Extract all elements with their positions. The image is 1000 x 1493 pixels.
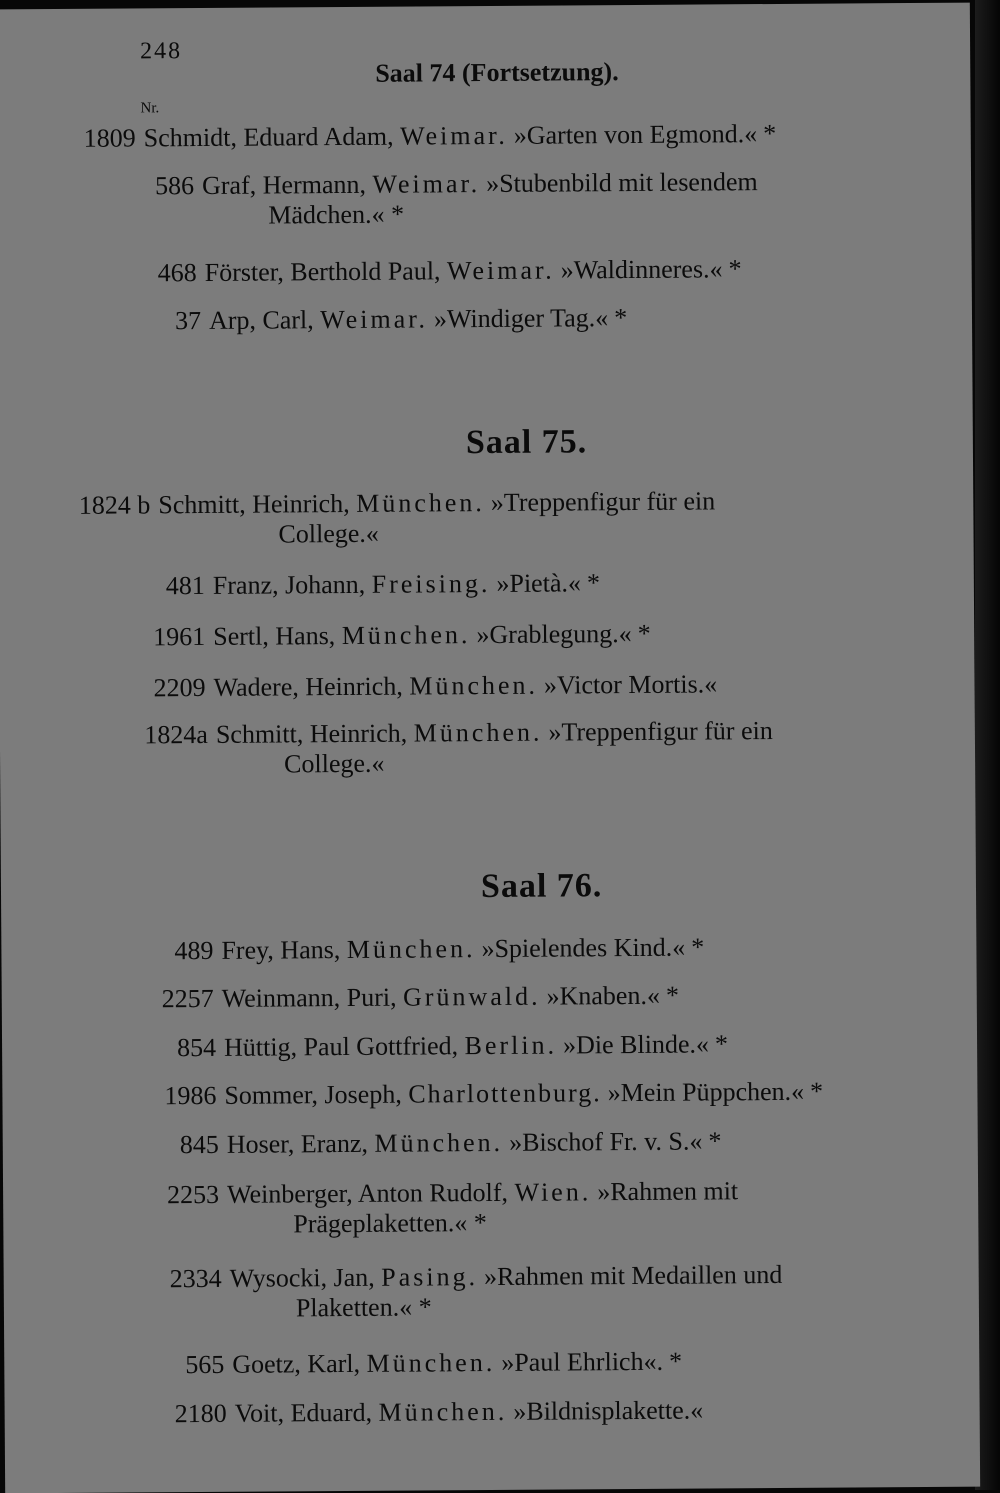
entry-number: 2180 — [174, 1398, 227, 1429]
artist-place: Wien. — [514, 1177, 592, 1207]
star-mark: * — [637, 618, 651, 648]
artist-place: Berlin. — [464, 1030, 558, 1061]
artist-name: Schmitt, Heinrich, — [215, 718, 408, 749]
artist-place: Weimar. — [446, 255, 555, 286]
artist-name: Franz, Johann, — [212, 569, 366, 600]
catalog-entry — [58, 119, 777, 154]
work-title: »Pietà.« — [496, 568, 582, 598]
work-title: »Treppenfigur für ein — [548, 716, 773, 747]
star-mark: * — [708, 1126, 722, 1156]
work-title: »Bischof Fr. v. S.« — [509, 1126, 703, 1157]
artist-place: München. — [356, 488, 485, 518]
artist-place: München. — [409, 670, 539, 701]
work-title: »Knaben.« — [546, 980, 661, 1011]
work-title: »Mein Püppchen.« — [607, 1076, 805, 1108]
catalog-entry — [138, 1029, 728, 1063]
star-mark: * — [668, 1346, 683, 1376]
artist-place: München. — [346, 934, 476, 964]
artist-name: Wadere, Heinrich, — [213, 671, 403, 702]
work-title: »Grablegung.« — [476, 618, 632, 650]
work-title: »Garten von Egmond.« — [513, 119, 758, 150]
catalog-entry — [127, 619, 651, 653]
entry-number: 481 — [165, 570, 205, 601]
artist-name: Sommer, Joseph, — [224, 1079, 402, 1110]
star-mark: * — [810, 1076, 824, 1106]
artist-name: Graf, Hermann, — [201, 169, 367, 200]
entry-number: 489 — [174, 935, 214, 966]
artist-name: Voit, Eduard, — [234, 1397, 373, 1428]
artist-place: München. — [341, 620, 471, 651]
star-mark: * — [763, 118, 777, 149]
catalog-page — [0, 3, 980, 1493]
catalog-entry — [144, 1260, 783, 1324]
artist-place: München. — [378, 1396, 508, 1427]
artist-place: München. — [374, 1127, 504, 1158]
artist-place: Grünwald. — [402, 981, 541, 1012]
section-heading: Saal 76. — [480, 867, 603, 906]
entry-number: 586 — [154, 171, 195, 201]
star-mark: * — [586, 568, 601, 598]
entry-continuation: Plaketten.« * — [295, 1292, 432, 1323]
catalog-entry — [127, 568, 600, 601]
catalog-entry — [119, 254, 742, 288]
artist-place: München. — [413, 717, 543, 748]
artist-name: Weinberger, Anton Rudolf, — [227, 1177, 509, 1209]
work-title: »Bildnisplakette.« — [513, 1395, 704, 1426]
catalog-entry — [64, 486, 715, 551]
entry-continuation: Prägeplaketten.« * — [293, 1208, 487, 1239]
artist-place: München. — [366, 1347, 496, 1378]
work-title: »Paul Ehrlich«. — [501, 1346, 664, 1377]
artist-place: Freising. — [371, 568, 491, 599]
work-title: »Spielendes Kind.« — [481, 932, 686, 964]
artist-place: Pasing. — [381, 1262, 479, 1292]
artist-name: Sertl, Hans, — [213, 621, 336, 651]
entry-number: 1824 b — [78, 490, 151, 520]
work-title: »Die Blinde.« — [562, 1029, 710, 1060]
section-heading: Saal 75. — [465, 423, 588, 462]
entry-number: 1961 — [153, 621, 206, 652]
column-label-nr: Nr. — [140, 100, 160, 117]
catalog-entry — [149, 1396, 704, 1430]
catalog-entry — [141, 1126, 722, 1160]
entry-number: 2334 — [169, 1263, 222, 1294]
entry-number: 1986 — [164, 1080, 217, 1111]
entry-number: 845 — [179, 1129, 219, 1160]
artist-name: Hoser, Eranz, — [226, 1128, 369, 1159]
catalog-entry — [136, 981, 679, 1015]
star-mark: * — [728, 254, 742, 284]
page-number: 248 — [140, 38, 183, 65]
work-title: »Waldinneres.« — [560, 254, 723, 285]
entry-number: 2257 — [161, 983, 214, 1014]
entry-number: 1809 — [83, 123, 136, 153]
entry-continuation: College.« — [278, 518, 379, 549]
entry-number: 468 — [157, 258, 197, 288]
star-mark: * — [691, 932, 705, 962]
entry-number: 2209 — [153, 672, 206, 703]
star-mark: * — [665, 980, 680, 1010]
entry-number: 854 — [176, 1032, 217, 1063]
running-head: Saal 74 (Fortsetzung). — [375, 57, 619, 88]
artist-place: Charlottenburg. — [408, 1078, 602, 1109]
work-title: »Rahmen mit Medaillen und — [483, 1259, 783, 1292]
page-edge-shadow — [975, 0, 1000, 1490]
artist-place: Weimar. — [399, 120, 508, 151]
catalog-entry — [130, 716, 773, 780]
work-title: »Treppenfigur für ein — [490, 486, 716, 517]
entry-number: 2253 — [167, 1179, 220, 1210]
star-mark: * — [614, 303, 628, 333]
entry-continuation: College.« — [284, 748, 385, 779]
work-title: »Stubenbild mit lesendem — [486, 167, 758, 198]
artist-place: Weimar. — [372, 169, 481, 199]
artist-name: Schmitt, Heinrich, — [158, 488, 350, 520]
artist-place: Weimar. — [320, 304, 429, 335]
work-title: »Rahmen mit — [597, 1176, 739, 1207]
artist-name: Schmidt, Eduard Adam, — [143, 121, 394, 153]
work-title: »Victor Mortis.« — [543, 669, 718, 700]
artist-name: Weinmann, Puri, — [221, 982, 397, 1013]
entry-continuation: Mädchen.« * — [268, 199, 405, 230]
catalog-entry — [123, 303, 627, 337]
artist-name: Frey, Hans, — [221, 935, 341, 965]
catalog-entry — [116, 167, 758, 231]
catalog-entry — [141, 1176, 738, 1240]
catalog-entry — [146, 1347, 682, 1381]
artist-name: Hüttig, Paul Gottfried, — [223, 1031, 459, 1062]
catalog-entry — [127, 669, 717, 703]
artist-name: Goetz, Karl, — [232, 1348, 361, 1379]
entry-number: 565 — [185, 1349, 225, 1380]
artist-name: Arp, Carl, — [208, 305, 314, 335]
star-mark: * — [714, 1029, 729, 1059]
artist-name: Wysocki, Jan, — [229, 1262, 375, 1293]
entry-number: 1824a — [144, 719, 208, 750]
catalog-entry — [138, 1077, 823, 1112]
work-title: »Windiger Tag.« — [433, 303, 609, 334]
entry-number: 37 — [174, 305, 202, 336]
catalog-entry — [135, 932, 704, 966]
artist-name: Förster, Berthold Paul, — [204, 256, 441, 287]
